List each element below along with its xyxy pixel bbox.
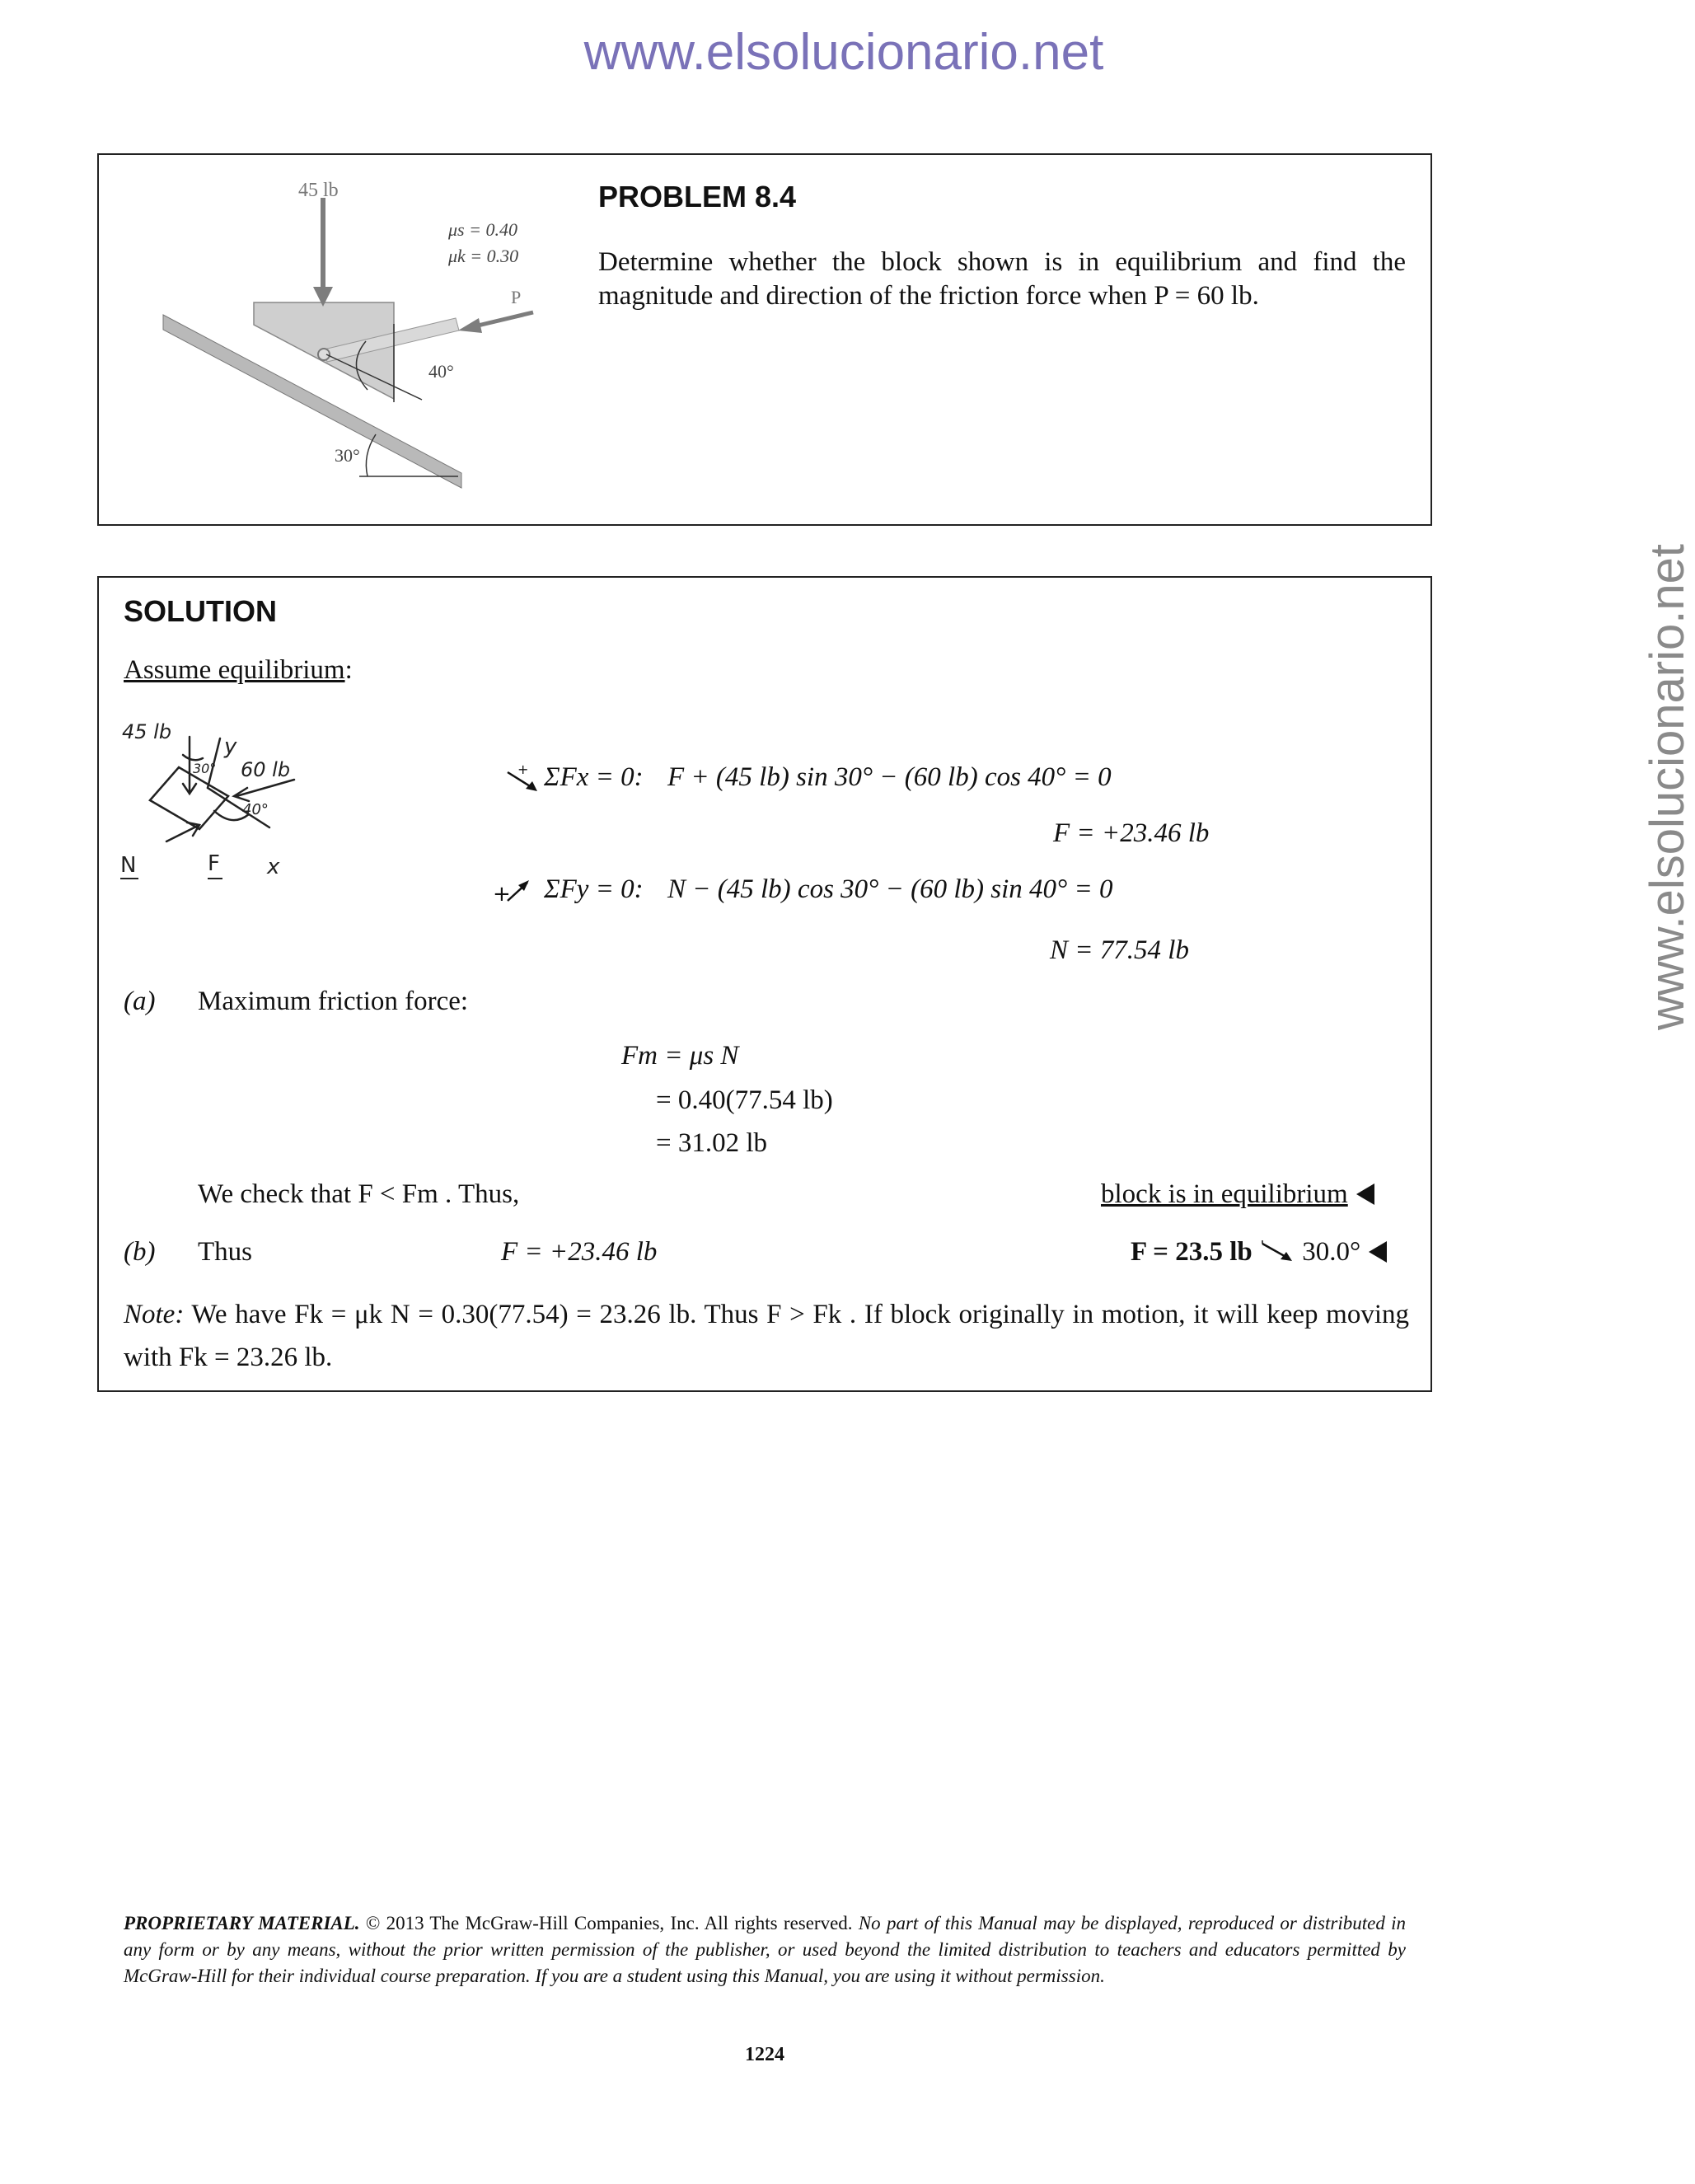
check-result: block is in equilibrium — [1101, 1179, 1374, 1210]
part-b-thus: Thus — [198, 1237, 252, 1267]
fbd-force: 60 lb — [241, 758, 291, 781]
fbd-angle-b: 40° — [242, 801, 269, 818]
copyright-footer: PROPRIETARY MATERIAL. © 2013 The McGraw-Hill Companies, Inc. All rights reserved. No part of this Manual may be displayed, reproduced or distributed in any form or by any means, without the prior written permission of the publisher, or used beyond the limited distribution to teachers and educators permitted by McGraw-Hill for their individual course preparation. If you are a student using this Manual, you are using it without permission. — [124, 1913, 1406, 1986]
check-text: We check that F < Fm . Thus, — [198, 1179, 520, 1209]
svg-text:+: + — [493, 882, 511, 907]
fig-force-label: P — [511, 287, 522, 307]
watermark-side: www.elsolucionario.net — [1641, 544, 1694, 1030]
fm-line2: = 0.40(77.54 lb) — [656, 1085, 833, 1115]
page-number: 1224 — [745, 2044, 784, 2065]
fbd-angle-a: 30° — [193, 761, 217, 776]
problem-statement: Determine whether the block shown is in equilibrium and find the magnitude and direction of the friction force when P = 60 lb. — [598, 247, 1406, 311]
svg-text:+: + — [517, 762, 529, 777]
problem-figure — [99, 155, 560, 518]
fig-angle-incline: 30° — [335, 445, 360, 466]
note: Note: We have Fk = μk N = 0.30(77.54) = 23.26 lb. Thus F > Fk . If block originally in motion, it will keep moving with Fk = 23.26 lb. — [124, 1300, 1410, 1372]
x-direction-arrow-icon — [503, 764, 544, 797]
fm-line3: = 31.02 lb — [656, 1128, 768, 1158]
problem-box — [97, 153, 1432, 526]
free-body-diagram — [117, 722, 331, 912]
part-b-label: (b) — [124, 1237, 156, 1267]
part-b-eq: F = +23.46 lb — [501, 1237, 658, 1267]
eq-fx-result: F = +23.46 lb — [1053, 818, 1210, 848]
fbd-load: 45 lb — [122, 720, 172, 743]
y-direction-arrow-icon — [491, 876, 532, 909]
eq-sum-fx: ΣFx = 0: — [544, 762, 644, 792]
fbd-friction: F — [208, 851, 220, 876]
eq-fy-result: N = 77.54 lb — [1050, 935, 1189, 965]
problem-title: PROBLEM 8.4 — [598, 180, 797, 213]
fm-line1: Fm = μs N — [621, 1041, 739, 1071]
direction-arrow-icon — [1259, 1239, 1295, 1263]
solution-title: SOLUTION — [124, 594, 277, 628]
answer-marker-icon — [1369, 1241, 1387, 1263]
answer-marker-icon — [1356, 1183, 1374, 1205]
fbd-axis-y: y — [224, 734, 237, 759]
part-a-text: Maximum friction force: — [198, 987, 469, 1016]
eq-fx: F + (45 lb) sin 30° − (60 lb) cos 40° = 0 — [667, 762, 1112, 792]
fig-mu-k: μk = 0.30 — [448, 246, 519, 266]
watermark-top: www.elsolucionario.net — [583, 24, 1104, 81]
fig-mu-s: μs = 0.40 — [448, 219, 517, 240]
part-a-label: (a) — [124, 987, 156, 1016]
fbd-normal: N — [120, 853, 137, 878]
fig-angle-p: 40° — [428, 361, 454, 382]
part-b-answer: F = 23.5 lb 30.0° — [1131, 1237, 1387, 1268]
fbd-axis-x: x — [267, 855, 280, 879]
assume-label: Assume equilibrium: — [124, 655, 353, 685]
eq-fy: N − (45 lb) cos 30° − (60 lb) sin 40° = 0 — [667, 874, 1113, 904]
solution-box — [97, 576, 1432, 1392]
fig-load-label: 45 lb — [298, 180, 339, 201]
eq-sum-fy: ΣFy = 0: — [544, 874, 644, 904]
